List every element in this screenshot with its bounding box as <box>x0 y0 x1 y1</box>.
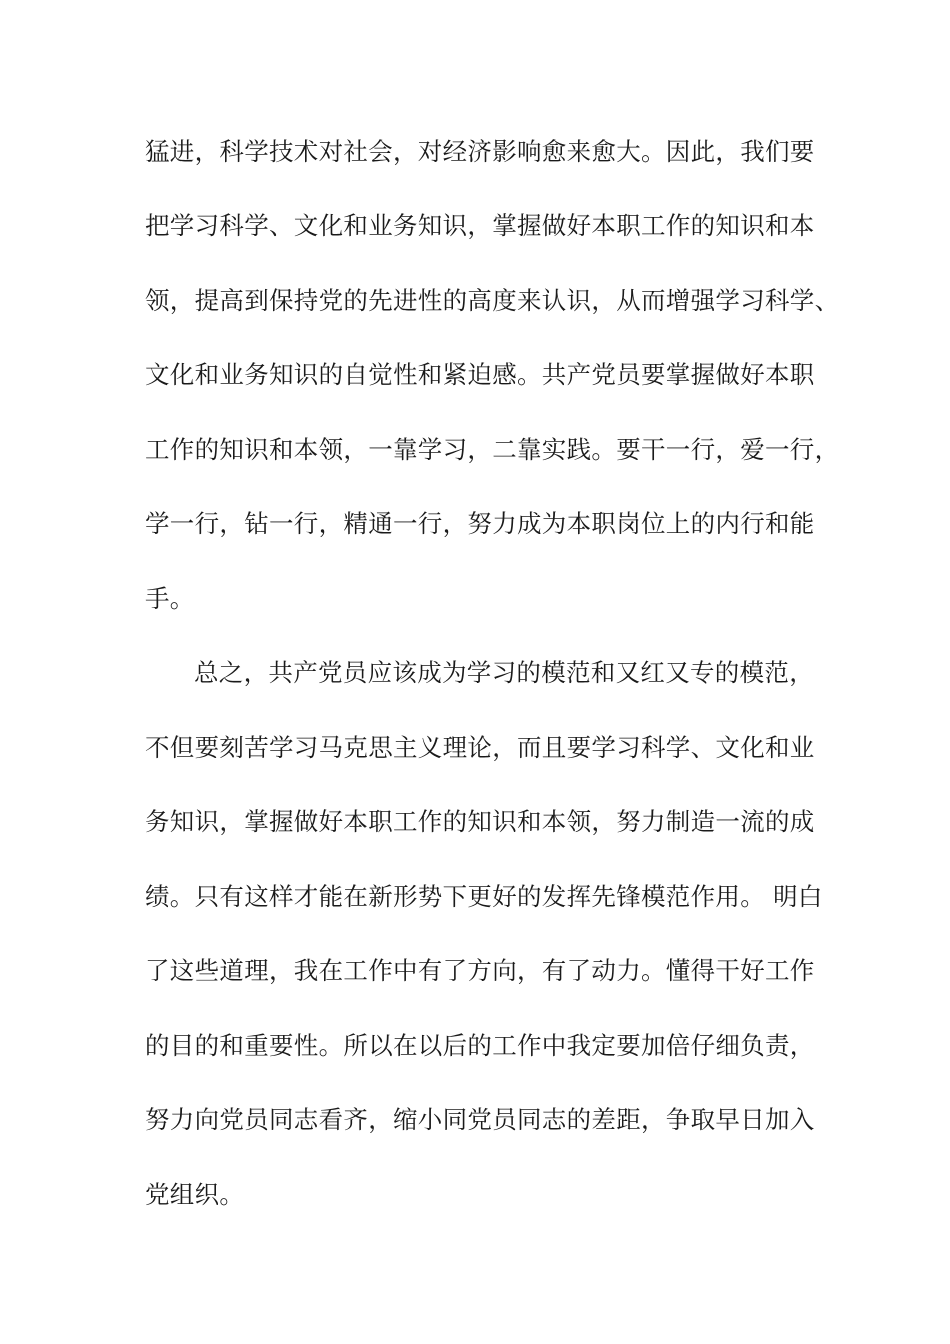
text-line: 了这些道理，我在工作中有了方向，有了动力。懂得干好工作 <box>145 956 815 985</box>
text-line: 工作的知识和本领，一靠学习，二靠实践。要干一行，爱一行， <box>145 435 840 464</box>
text-line: 猛进，科学技术对社会，对经济影响愈来愈大。因此，我们要 <box>145 137 815 166</box>
text-line: 把学习科学、文化和业务知识，掌握做好本职工作的知识和本 <box>145 211 815 240</box>
text-line: 文化和业务知识的自觉性和紧迫感。共产党员要掌握做好本职 <box>145 360 815 389</box>
text-line: 务知识，掌握做好本职工作的知识和本领，努力制造一流的成 <box>145 807 815 836</box>
text-line: 绩。只有这样才能在新形势下更好的发挥先锋模范作用。 明白 <box>145 882 823 911</box>
text-line: 的目的和重要性。所以在以后的工作中我定要加倍仔细负责， <box>145 1031 815 1060</box>
text-line: 学一行，钻一行，精通一行，努力成为本职岗位上的内行和能 <box>145 509 815 538</box>
text-line: 手。 <box>145 584 195 613</box>
text-line: 努力向党员同志看齐，缩小同党员同志的差距，争取早日加入 <box>145 1105 815 1134</box>
text-line: 领，提高到保持党的先进性的高度来认识，从而增强学习科学、 <box>145 286 840 315</box>
text-line: 不但要刻苦学习马克思主义理论，而且要学习科学、文化和业 <box>145 733 815 762</box>
paragraph-first-line: 总之，共产党员应该成为学习的模范和又红又专的模范， <box>194 658 814 687</box>
text-line: 党组织。 <box>145 1180 245 1209</box>
